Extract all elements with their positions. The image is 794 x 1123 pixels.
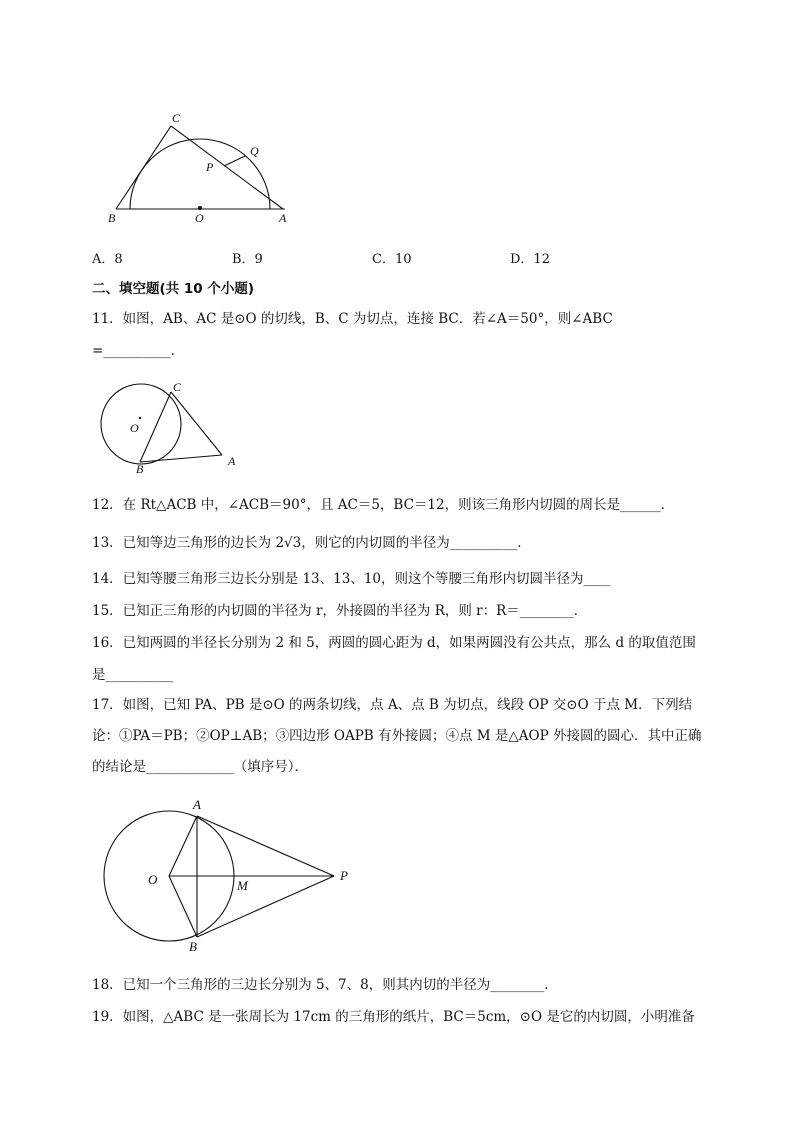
section-title: 二、填空题(共 10 个小题) [92, 281, 255, 297]
q14: 14．已知等腰三角形三边长分别是 13、13、10，则这个等腰三角形内切圆半径为____ [92, 571, 611, 587]
label-m: M [237, 878, 248, 893]
segment-ob [169, 876, 197, 937]
tangent-ap [197, 816, 334, 876]
q15: 15．已知正三角形的内切圆的半径为 r，外接圆的半径为 R，则 r：R＝________． [92, 603, 588, 619]
segment-oa [169, 816, 197, 876]
q13: 13．已知等边三角形的边长为 2√3，则它的内切圆的半径为__________． [92, 535, 531, 551]
label-a: A [279, 211, 287, 225]
q17-line2: 论：①PA＝PB；②OP⊥AB；③四边形 OAPB 有外接圆；④点 M 是△AOP 外接圆的圆心．其中正确 [92, 728, 702, 744]
label-o: O [130, 421, 139, 435]
label-a: A [193, 797, 201, 812]
option-a: A．8 [92, 252, 123, 267]
label-b: B [108, 211, 116, 225]
label-a: A [228, 454, 236, 468]
option-d: D．12 [510, 252, 550, 267]
label-o: O [148, 872, 158, 887]
label-p: P [340, 868, 348, 883]
label-b: B [189, 939, 197, 954]
label-p: P [206, 160, 214, 174]
q11-line2: =__________． [92, 343, 185, 359]
option-b: B．9 [232, 252, 263, 267]
q19: 19．如图，△ABC 是一张周长为 17cm 的三角形的纸片，BC＝5cm，⊙O 是它的内切圆，小明准备 [92, 1009, 695, 1025]
q16-line1: 16．已知两圆的半径长分别为 2 和 5，两圆的圆心距为 d，如果两圆没有公共点，那么 d 的取值范围 [92, 635, 696, 651]
label-o: O [195, 211, 204, 225]
label-b: B [136, 462, 144, 476]
q18: 18．已知一个三角形的三边长分别为 5、7、8，则其内切的半径为________． [92, 977, 558, 993]
q17-line1: 17．如图，已知 PA、PB 是⊙O 的两条切线，点 A、点 B 为切点，线段 OP 交⊙O 于点 M．下列结 [92, 697, 693, 713]
q17-line3: 的结论是_____________（填序号）． [92, 759, 308, 775]
tangent-bp [197, 876, 334, 937]
q12: 12．在 Rt△ACB 中，∠ACB＝90°，且 AC＝5，BC＝12，则该三角形内切圆的周长是______． [92, 497, 675, 513]
option-c: C．10 [372, 252, 412, 267]
label-c: C [172, 111, 181, 125]
label-c: C [173, 380, 182, 394]
label-q: Q [250, 144, 259, 158]
q11-line1: 11．如图，AB、AC 是⊙O 的切线，B、C 为切点，连接 BC．若∠A＝50°，则∠ABC [92, 311, 613, 327]
q16-line2: 是__________ [92, 667, 173, 683]
